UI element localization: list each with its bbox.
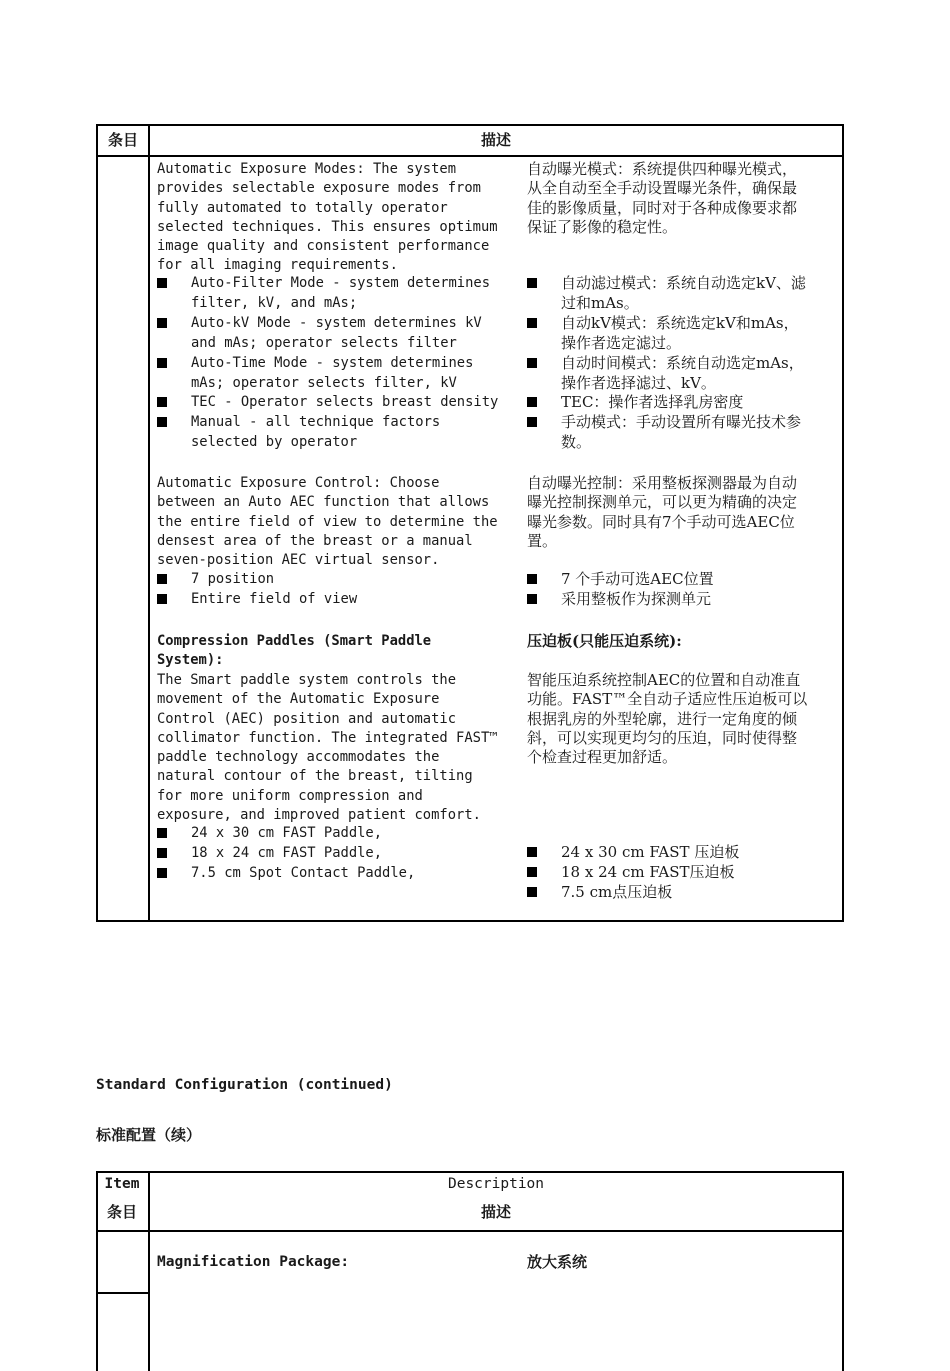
aem-description-zh: 自动曝光模式：系统提供四种曝光模式， 从全自动至全手动设置曝光条件，确保最 佳的影像质量，同时对于各种成像要求都 保证了影像的稳定性。 bbox=[527, 160, 798, 236]
magnification-title-zh: 放大系统 bbox=[527, 1253, 588, 1271]
paddle-description-en: The Smart paddle system controls the movement of the Automatic Exposure Control (AEC) position and automatic collimator function. The integrated FAST™ paddle technology accommodates the natural contour of the breast, tilting for more uniform compression and exposure, and improved patient comfort. bbox=[157, 672, 498, 824]
square-bullet-icon bbox=[157, 397, 167, 407]
header-item-en: Item bbox=[104, 1176, 140, 1192]
square-bullet-icon bbox=[157, 594, 167, 604]
square-bullet-icon bbox=[157, 868, 167, 878]
square-bullet-icon bbox=[527, 318, 537, 328]
paddle-title-en: Compression Paddles (Smart Paddle System): bbox=[157, 633, 432, 669]
bottom-divider bbox=[98, 1292, 150, 1294]
square-bullet-icon bbox=[527, 887, 537, 897]
aec-description-en: Automatic Exposure Control: Choose between an Auto AEC function that allows the entire field of view to determine the densest area of the breast or a manual seven-position AEC virtual sensor. bbox=[157, 475, 498, 569]
square-bullet-icon bbox=[157, 318, 167, 328]
aem-description-en: Automatic Exposure Modes: The system provides selectable exposure modes from fully automated to totally operator selected techniques. This ensures optimum image quality and consistent performance for all imaging requirements. bbox=[157, 161, 498, 274]
header-description: 描述 bbox=[480, 131, 511, 149]
square-bullet-icon bbox=[157, 358, 167, 368]
section-caption-en: Standard Configuration (continued) bbox=[96, 1077, 393, 1093]
square-bullet-icon bbox=[527, 574, 537, 584]
header-item: 条目 bbox=[107, 131, 138, 149]
square-bullet-icon bbox=[527, 397, 537, 407]
square-bullet-icon bbox=[157, 417, 167, 427]
header-divider bbox=[98, 155, 842, 157]
header-description-en: Description bbox=[447, 1176, 545, 1192]
header-description-zh: 描述 bbox=[480, 1203, 511, 1221]
square-bullet-icon bbox=[527, 594, 537, 604]
magnification-title-en: Magnification Package: bbox=[157, 1254, 350, 1270]
square-bullet-icon bbox=[157, 574, 167, 584]
header-item-zh: 条目 bbox=[106, 1203, 137, 1221]
square-bullet-icon bbox=[157, 848, 167, 858]
square-bullet-icon bbox=[527, 278, 537, 288]
square-bullet-icon bbox=[527, 867, 537, 877]
header-divider bbox=[98, 1230, 842, 1232]
square-bullet-icon bbox=[527, 847, 537, 857]
column-divider bbox=[148, 126, 150, 920]
square-bullet-icon bbox=[527, 358, 537, 368]
square-bullet-icon bbox=[157, 278, 167, 288]
square-bullet-icon bbox=[157, 828, 167, 838]
aec-description-zh: 自动曝光控制：采用整板探测器最为自动 曝光控制探测单元，可以更为精确的决定 曝光参数。同时具有7个手动可选AEC位 置。 bbox=[527, 474, 798, 550]
paddle-description-zh: 智能压迫系统控制AEC的位置和自动准直 功能。FAST™全自动子适应性压迫板可以 根据乳房的外型轮廓，进行一定角度的倾 斜，可以实现更均匀的压迫，同时使得整 个检查过程更加舒适。 bbox=[527, 671, 808, 767]
square-bullet-icon bbox=[527, 417, 537, 427]
paddle-title-zh: 压迫板(只能压迫系统): bbox=[527, 632, 682, 650]
section-caption-zh: 标准配置（续） bbox=[96, 1126, 202, 1144]
